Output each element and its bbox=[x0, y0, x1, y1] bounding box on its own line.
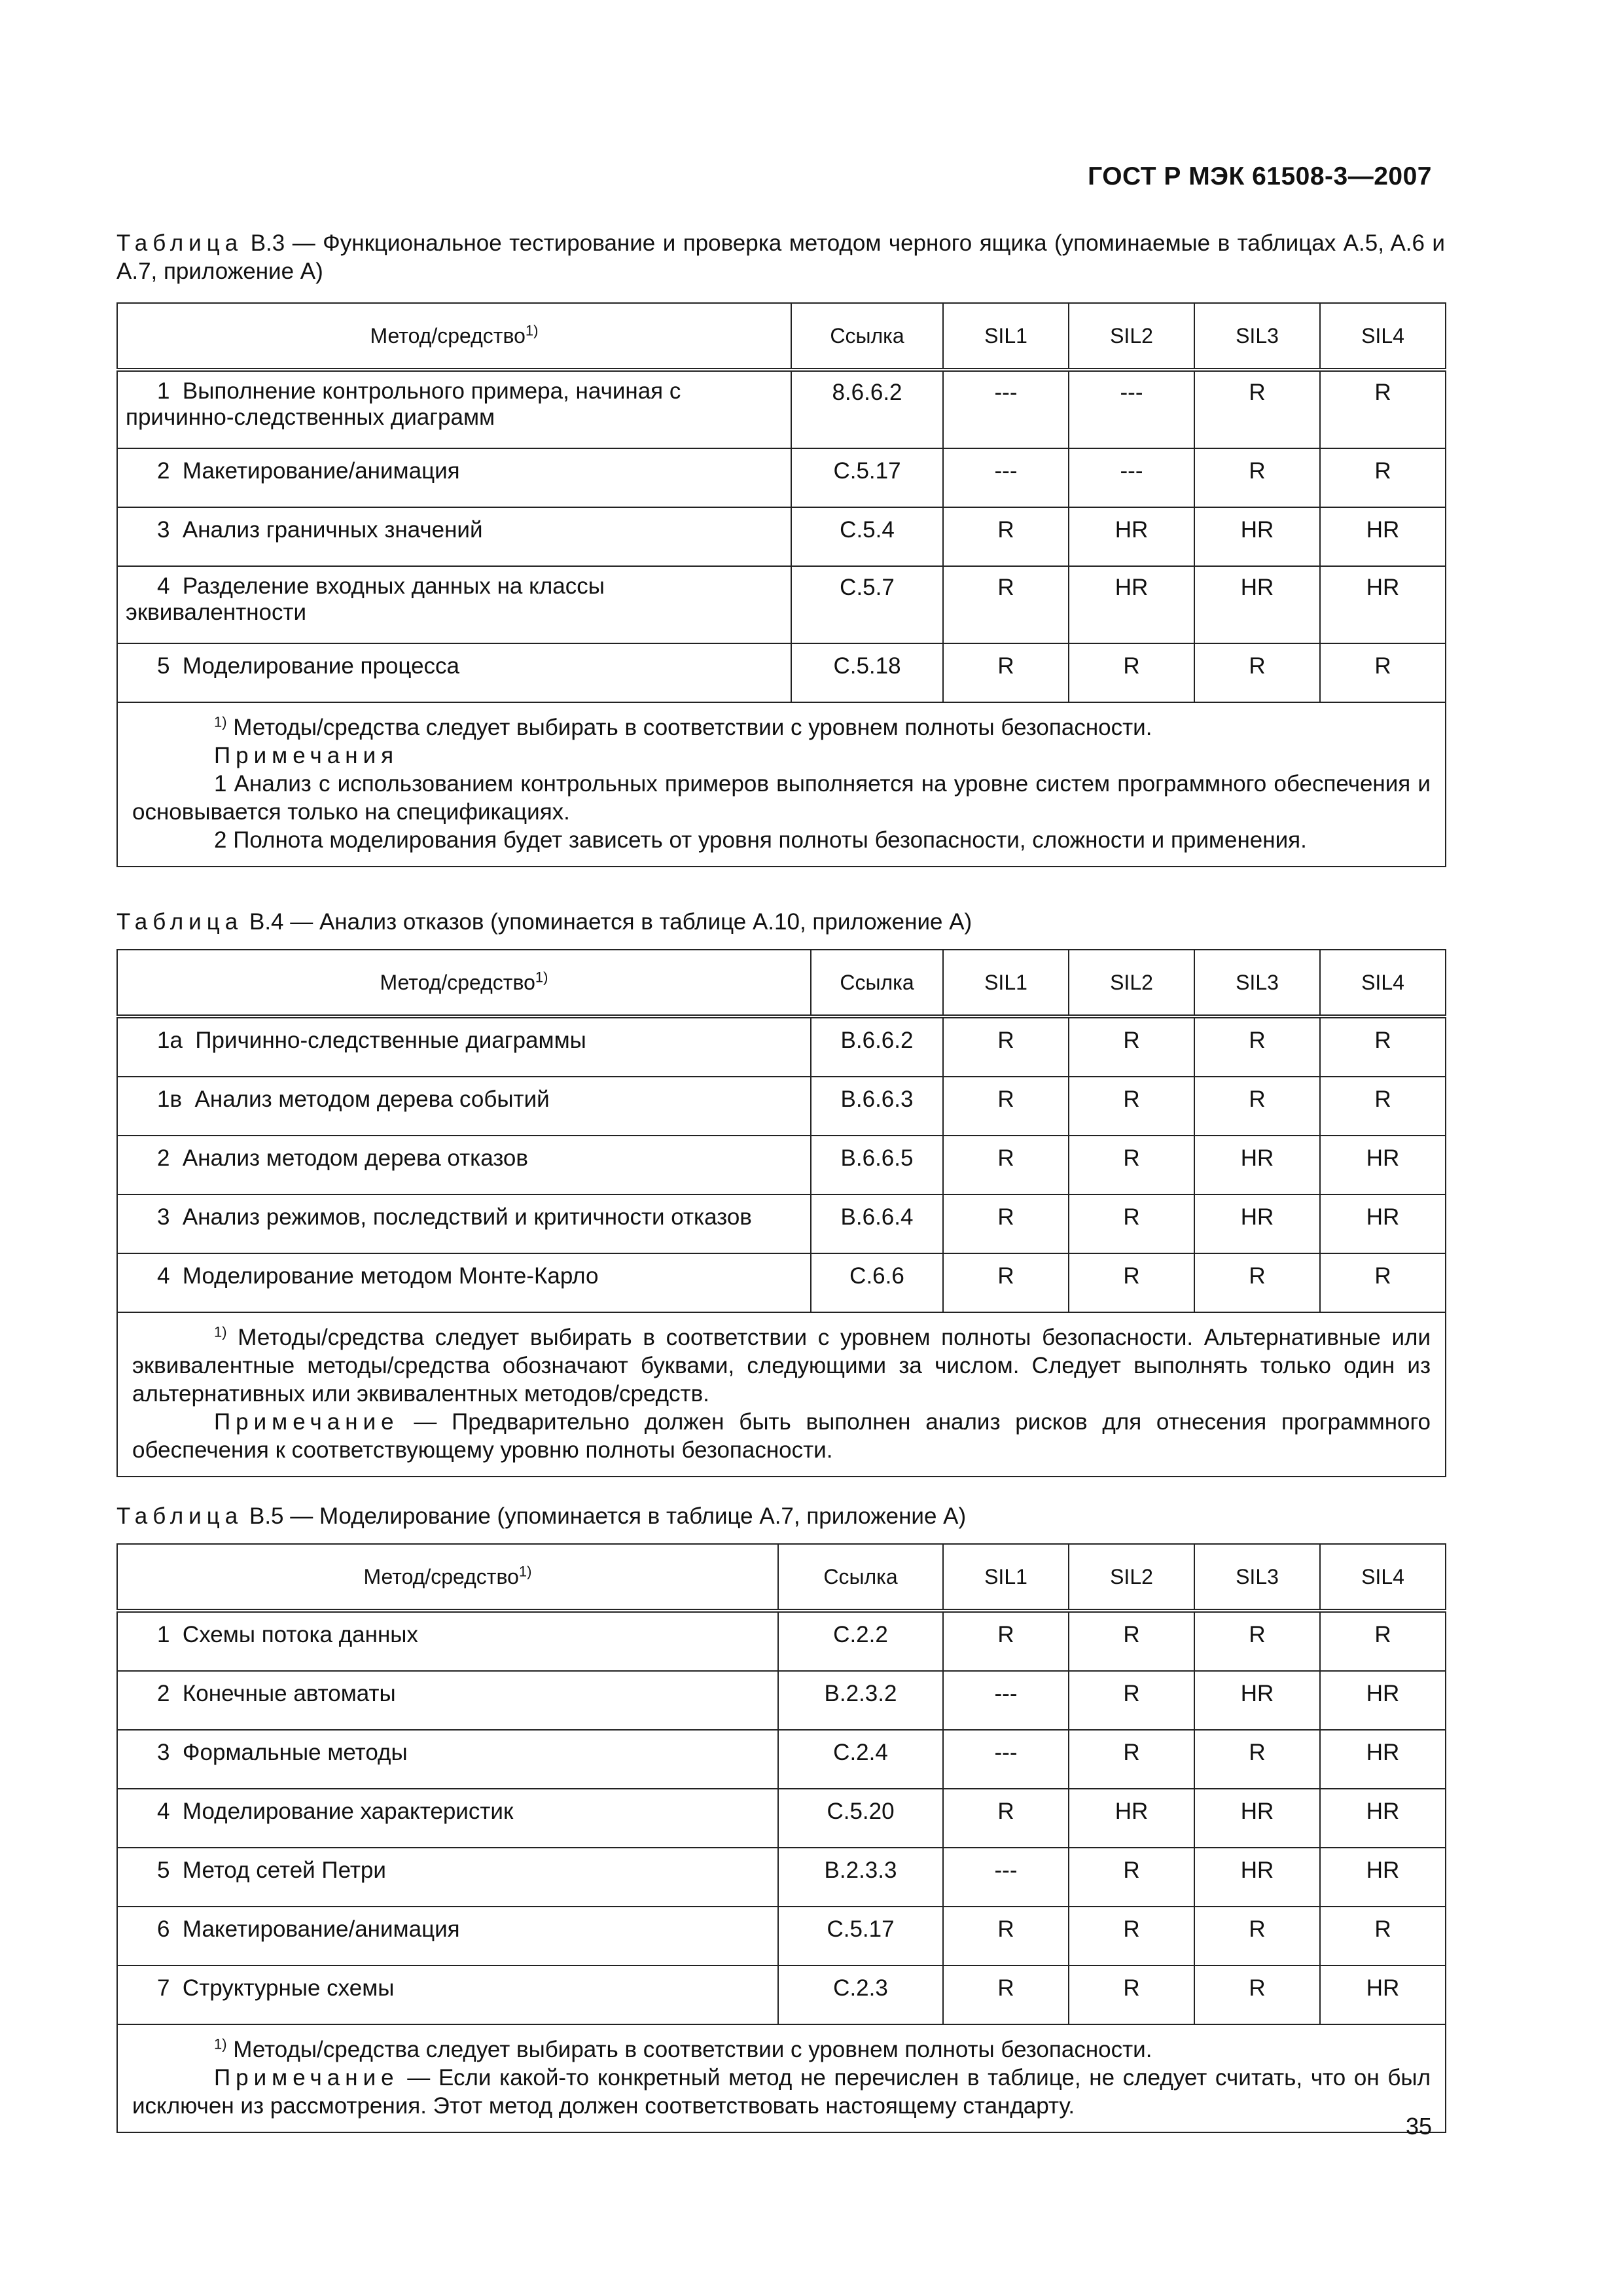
col-method: Метод/средство$^{1)}$ bbox=[117, 303, 791, 370]
sil3-cell: R bbox=[1194, 370, 1320, 448]
sil2-cell: --- bbox=[1069, 370, 1194, 448]
col-sil1: SIL1 bbox=[943, 1544, 1069, 1611]
footnote: $^{1)}$ Методы/средства следует выбирать в соответствии с уровнем полноты безопасности. bbox=[214, 2036, 1152, 2062]
sil3-cell: HR bbox=[1194, 507, 1320, 566]
sil1-cell: R bbox=[943, 1194, 1069, 1253]
notes-title: Примечания bbox=[214, 743, 399, 768]
table-row bbox=[117, 1730, 1446, 1789]
method-cell: 3 Анализ граничных значений bbox=[117, 507, 791, 566]
sil4-cell: HR bbox=[1320, 1730, 1446, 1789]
sil4-cell: R bbox=[1320, 1907, 1446, 1965]
sil3-cell: HR bbox=[1194, 1789, 1320, 1848]
col-sil2: SIL2 bbox=[1069, 303, 1194, 370]
caption-word: Таблица bbox=[116, 909, 243, 935]
sil3-cell: HR bbox=[1194, 1136, 1320, 1194]
table-b3-caption bbox=[116, 229, 1445, 285]
sil1-cell: R bbox=[943, 1789, 1069, 1848]
sil4-cell: R bbox=[1320, 1016, 1446, 1077]
sil4-cell: R bbox=[1320, 1253, 1446, 1312]
sil3-cell: HR bbox=[1194, 1194, 1320, 1253]
sil4-cell: HR bbox=[1320, 1965, 1446, 2024]
note: Примечание — Если какой-то конкретный метод не перечислен в таблице, не следует считать, что он был исключен из рассмотрения. Этот метод должен соответствовать настоящему стандарту. bbox=[132, 2065, 1431, 2119]
col-sil3: SIL3 bbox=[1194, 303, 1320, 370]
caption-text: B.4 — Анализ отказов (упоминается в таблице A.10, приложение A) bbox=[249, 909, 972, 935]
sil1-cell: R bbox=[943, 1907, 1069, 1965]
sil4-cell: R bbox=[1320, 370, 1446, 448]
method-cell: 5 Метод сетей Петри bbox=[117, 1848, 778, 1907]
col-sil1: SIL1 bbox=[943, 950, 1069, 1016]
sil2-cell: R bbox=[1069, 1907, 1194, 1965]
table-row bbox=[117, 1611, 1446, 1671]
sil1-cell: R bbox=[943, 1253, 1069, 1312]
sil1-cell: R bbox=[943, 507, 1069, 566]
sil2-cell: R bbox=[1069, 1965, 1194, 2024]
ref-cell: C.2.4 bbox=[778, 1730, 943, 1789]
method-cell: 1 Выполнение контрольного примера, начиная с причинно-следственных диаграмм bbox=[117, 370, 791, 448]
col-ref: Ссылка bbox=[811, 950, 943, 1016]
table-row bbox=[117, 1253, 1446, 1312]
sil4-cell: HR bbox=[1320, 566, 1446, 643]
sil1-cell: R bbox=[943, 1611, 1069, 1671]
col-method: Метод/средство$^{1)}$ bbox=[117, 1544, 778, 1611]
ref-cell: C.5.20 bbox=[778, 1789, 943, 1848]
table-b4 bbox=[116, 949, 1446, 1477]
ref-cell: C.5.7 bbox=[791, 566, 943, 643]
ref-cell: B.6.6.3 bbox=[811, 1077, 943, 1136]
sil3-cell: HR bbox=[1194, 1848, 1320, 1907]
ref-cell: 8.6.6.2 bbox=[791, 370, 943, 448]
sil4-cell: R bbox=[1320, 1611, 1446, 1671]
sil4-cell: R bbox=[1320, 643, 1446, 702]
sil1-cell: R bbox=[943, 643, 1069, 702]
col-sil3: SIL3 bbox=[1194, 950, 1320, 1016]
table-header-row bbox=[117, 1544, 1446, 1611]
sil2-cell: R bbox=[1069, 1730, 1194, 1789]
table-b5-caption bbox=[116, 1502, 1445, 1530]
sil2-cell: R bbox=[1069, 1253, 1194, 1312]
sil2-cell: HR bbox=[1069, 507, 1194, 566]
col-sil4: SIL4 bbox=[1320, 950, 1446, 1016]
ref-cell: C.2.3 bbox=[778, 1965, 943, 2024]
caption-word: Таблица bbox=[116, 230, 243, 256]
table-notes bbox=[117, 702, 1446, 867]
sil1-cell: --- bbox=[943, 1671, 1069, 1730]
method-cell: 2 Макетирование/анимация bbox=[117, 448, 791, 507]
sil2-cell: R bbox=[1069, 1016, 1194, 1077]
sil4-cell: HR bbox=[1320, 1671, 1446, 1730]
sil3-cell: HR bbox=[1194, 566, 1320, 643]
method-cell: 4 Моделирование методом Монте-Карло bbox=[117, 1253, 811, 1312]
table-row bbox=[117, 1016, 1446, 1077]
table-row bbox=[117, 507, 1446, 566]
sil2-cell: R bbox=[1069, 1848, 1194, 1907]
table-row bbox=[117, 1194, 1446, 1253]
sil1-cell: --- bbox=[943, 1730, 1069, 1789]
method-cell: 3 Формальные методы bbox=[117, 1730, 778, 1789]
sil2-cell: --- bbox=[1069, 448, 1194, 507]
sil3-cell: R bbox=[1194, 1730, 1320, 1789]
method-cell: 1 Схемы потока данных bbox=[117, 1611, 778, 1671]
table-notes-row bbox=[117, 2024, 1446, 2132]
sil2-cell: HR bbox=[1069, 1789, 1194, 1848]
table-row bbox=[117, 370, 1446, 448]
method-cell: 2 Конечные автоматы bbox=[117, 1671, 778, 1730]
table-b3 bbox=[116, 302, 1446, 867]
table-b5 bbox=[116, 1543, 1446, 2133]
method-cell: 4 Моделирование характеристик bbox=[117, 1789, 778, 1848]
sil3-cell: R bbox=[1194, 1965, 1320, 2024]
col-sil2: SIL2 bbox=[1069, 950, 1194, 1016]
sil1-cell: --- bbox=[943, 1848, 1069, 1907]
note: 2 Полнота моделирования будет зависеть от уровня полноты безопасности, сложности и применения. bbox=[214, 827, 1307, 853]
table-row bbox=[117, 1907, 1446, 1965]
col-sil4: SIL4 bbox=[1320, 1544, 1446, 1611]
col-sil4: SIL4 bbox=[1320, 303, 1446, 370]
sil3-cell: HR bbox=[1194, 1671, 1320, 1730]
sil2-cell: R bbox=[1069, 1671, 1194, 1730]
table-row bbox=[117, 448, 1446, 507]
footnote: $^{1)}$ Методы/средства следует выбирать в соответствии с уровнем полноты безопасности. Альтернативные или эквивалентные методы/средства обозначают буквами, следующими за числом. Следует выполнять только один из альтернативных или эквивалентных методов/средств. bbox=[132, 1323, 1431, 1407]
caption-text: B.5 — Моделирование (упоминается в таблице A.7, приложение A) bbox=[249, 1503, 967, 1529]
sil1-cell: R bbox=[943, 1077, 1069, 1136]
sil2-cell: R bbox=[1069, 1194, 1194, 1253]
sil4-cell: HR bbox=[1320, 1194, 1446, 1253]
table-header-row bbox=[117, 950, 1446, 1016]
ref-cell: B.6.6.4 bbox=[811, 1194, 943, 1253]
table-row bbox=[117, 643, 1446, 702]
ref-cell: B.6.6.2 bbox=[811, 1016, 943, 1077]
table-header-row bbox=[117, 303, 1446, 370]
col-sil2: SIL2 bbox=[1069, 1544, 1194, 1611]
sil4-cell: HR bbox=[1320, 1136, 1446, 1194]
sil4-cell: HR bbox=[1320, 507, 1446, 566]
sil2-cell: R bbox=[1069, 1136, 1194, 1194]
table-row bbox=[117, 1077, 1446, 1136]
sil1-cell: R bbox=[943, 1965, 1069, 2024]
method-cell: 3 Анализ режимов, последствий и критичности отказов bbox=[117, 1194, 811, 1253]
caption-word: Таблица bbox=[116, 1503, 243, 1529]
table-row bbox=[117, 1965, 1446, 2024]
method-cell: 2 Анализ методом дерева отказов bbox=[117, 1136, 811, 1194]
table-notes bbox=[117, 2024, 1446, 2132]
table-row bbox=[117, 1789, 1446, 1848]
sil4-cell: R bbox=[1320, 448, 1446, 507]
sil2-cell: HR bbox=[1069, 566, 1194, 643]
ref-cell: C.5.4 bbox=[791, 507, 943, 566]
sil3-cell: R bbox=[1194, 1611, 1320, 1671]
sil3-cell: R bbox=[1194, 1253, 1320, 1312]
ref-cell: B.6.6.5 bbox=[811, 1136, 943, 1194]
footnote: $^{1)}$ Методы/средства следует выбирать в соответствии с уровнем полноты безопасности. bbox=[214, 713, 1152, 740]
note: 1 Анализ с использованием контрольных примеров выполняется на уровне систем программного обеспечения и основывается только на спецификациях. bbox=[132, 771, 1431, 825]
table-notes-row bbox=[117, 1312, 1446, 1477]
sil1-cell: R bbox=[943, 1016, 1069, 1077]
method-cell: 5 Моделирование процесса bbox=[117, 643, 791, 702]
sil4-cell: R bbox=[1320, 1077, 1446, 1136]
ref-cell: C.2.2 bbox=[778, 1611, 943, 1671]
sil3-cell: R bbox=[1194, 448, 1320, 507]
sil3-cell: R bbox=[1194, 1907, 1320, 1965]
table-b4-caption bbox=[116, 908, 1445, 936]
table-row bbox=[117, 1848, 1446, 1907]
col-sil3: SIL3 bbox=[1194, 1544, 1320, 1611]
table-row bbox=[117, 1671, 1446, 1730]
col-sil1: SIL1 bbox=[943, 303, 1069, 370]
sil3-cell: R bbox=[1194, 1077, 1320, 1136]
sil3-cell: R bbox=[1194, 1016, 1320, 1077]
page-number: 35 bbox=[1405, 2113, 1432, 2140]
method-cell: 1а Причинно-следственные диаграммы bbox=[117, 1016, 811, 1077]
ref-cell: C.5.17 bbox=[778, 1907, 943, 1965]
table-row bbox=[117, 566, 1446, 643]
sil4-cell: HR bbox=[1320, 1848, 1446, 1907]
sil2-cell: R bbox=[1069, 1611, 1194, 1671]
method-cell: 7 Структурные схемы bbox=[117, 1965, 778, 2024]
col-ref: Ссылка bbox=[778, 1544, 943, 1611]
sil1-cell: --- bbox=[943, 370, 1069, 448]
table-notes bbox=[117, 1312, 1446, 1477]
ref-cell: B.2.3.3 bbox=[778, 1848, 943, 1907]
table-notes-row bbox=[117, 702, 1446, 867]
note: Примечание — Предварительно должен быть выполнен анализ рисков для отнесения программного обеспечения к соответствующему уровню полноты безопасности. bbox=[132, 1409, 1431, 1463]
sil4-cell: HR bbox=[1320, 1789, 1446, 1848]
document-code: ГОСТ Р МЭК 61508-3—2007 bbox=[1088, 162, 1432, 190]
col-ref: Ссылка bbox=[791, 303, 943, 370]
sil1-cell: R bbox=[943, 566, 1069, 643]
sil1-cell: --- bbox=[943, 448, 1069, 507]
caption-text: B.3 — Функциональное тестирование и проверка методом черного ящика (упоминаемые в таблицах A.5, A.6 и A.7, приложение A) bbox=[116, 230, 1445, 284]
table-row bbox=[117, 1136, 1446, 1194]
sil1-cell: R bbox=[943, 1136, 1069, 1194]
col-method: Метод/средство$^{1)}$ bbox=[117, 950, 811, 1016]
method-cell: 1в Анализ методом дерева событий bbox=[117, 1077, 811, 1136]
sil2-cell: R bbox=[1069, 1077, 1194, 1136]
ref-cell: C.5.18 bbox=[791, 643, 943, 702]
method-cell: 4 Разделение входных данных на классы эквивалентности bbox=[117, 566, 791, 643]
ref-cell: C.5.17 bbox=[791, 448, 943, 507]
sil2-cell: R bbox=[1069, 643, 1194, 702]
ref-cell: C.6.6 bbox=[811, 1253, 943, 1312]
sil3-cell: R bbox=[1194, 643, 1320, 702]
ref-cell: B.2.3.2 bbox=[778, 1671, 943, 1730]
method-cell: 6 Макетирование/анимация bbox=[117, 1907, 778, 1965]
